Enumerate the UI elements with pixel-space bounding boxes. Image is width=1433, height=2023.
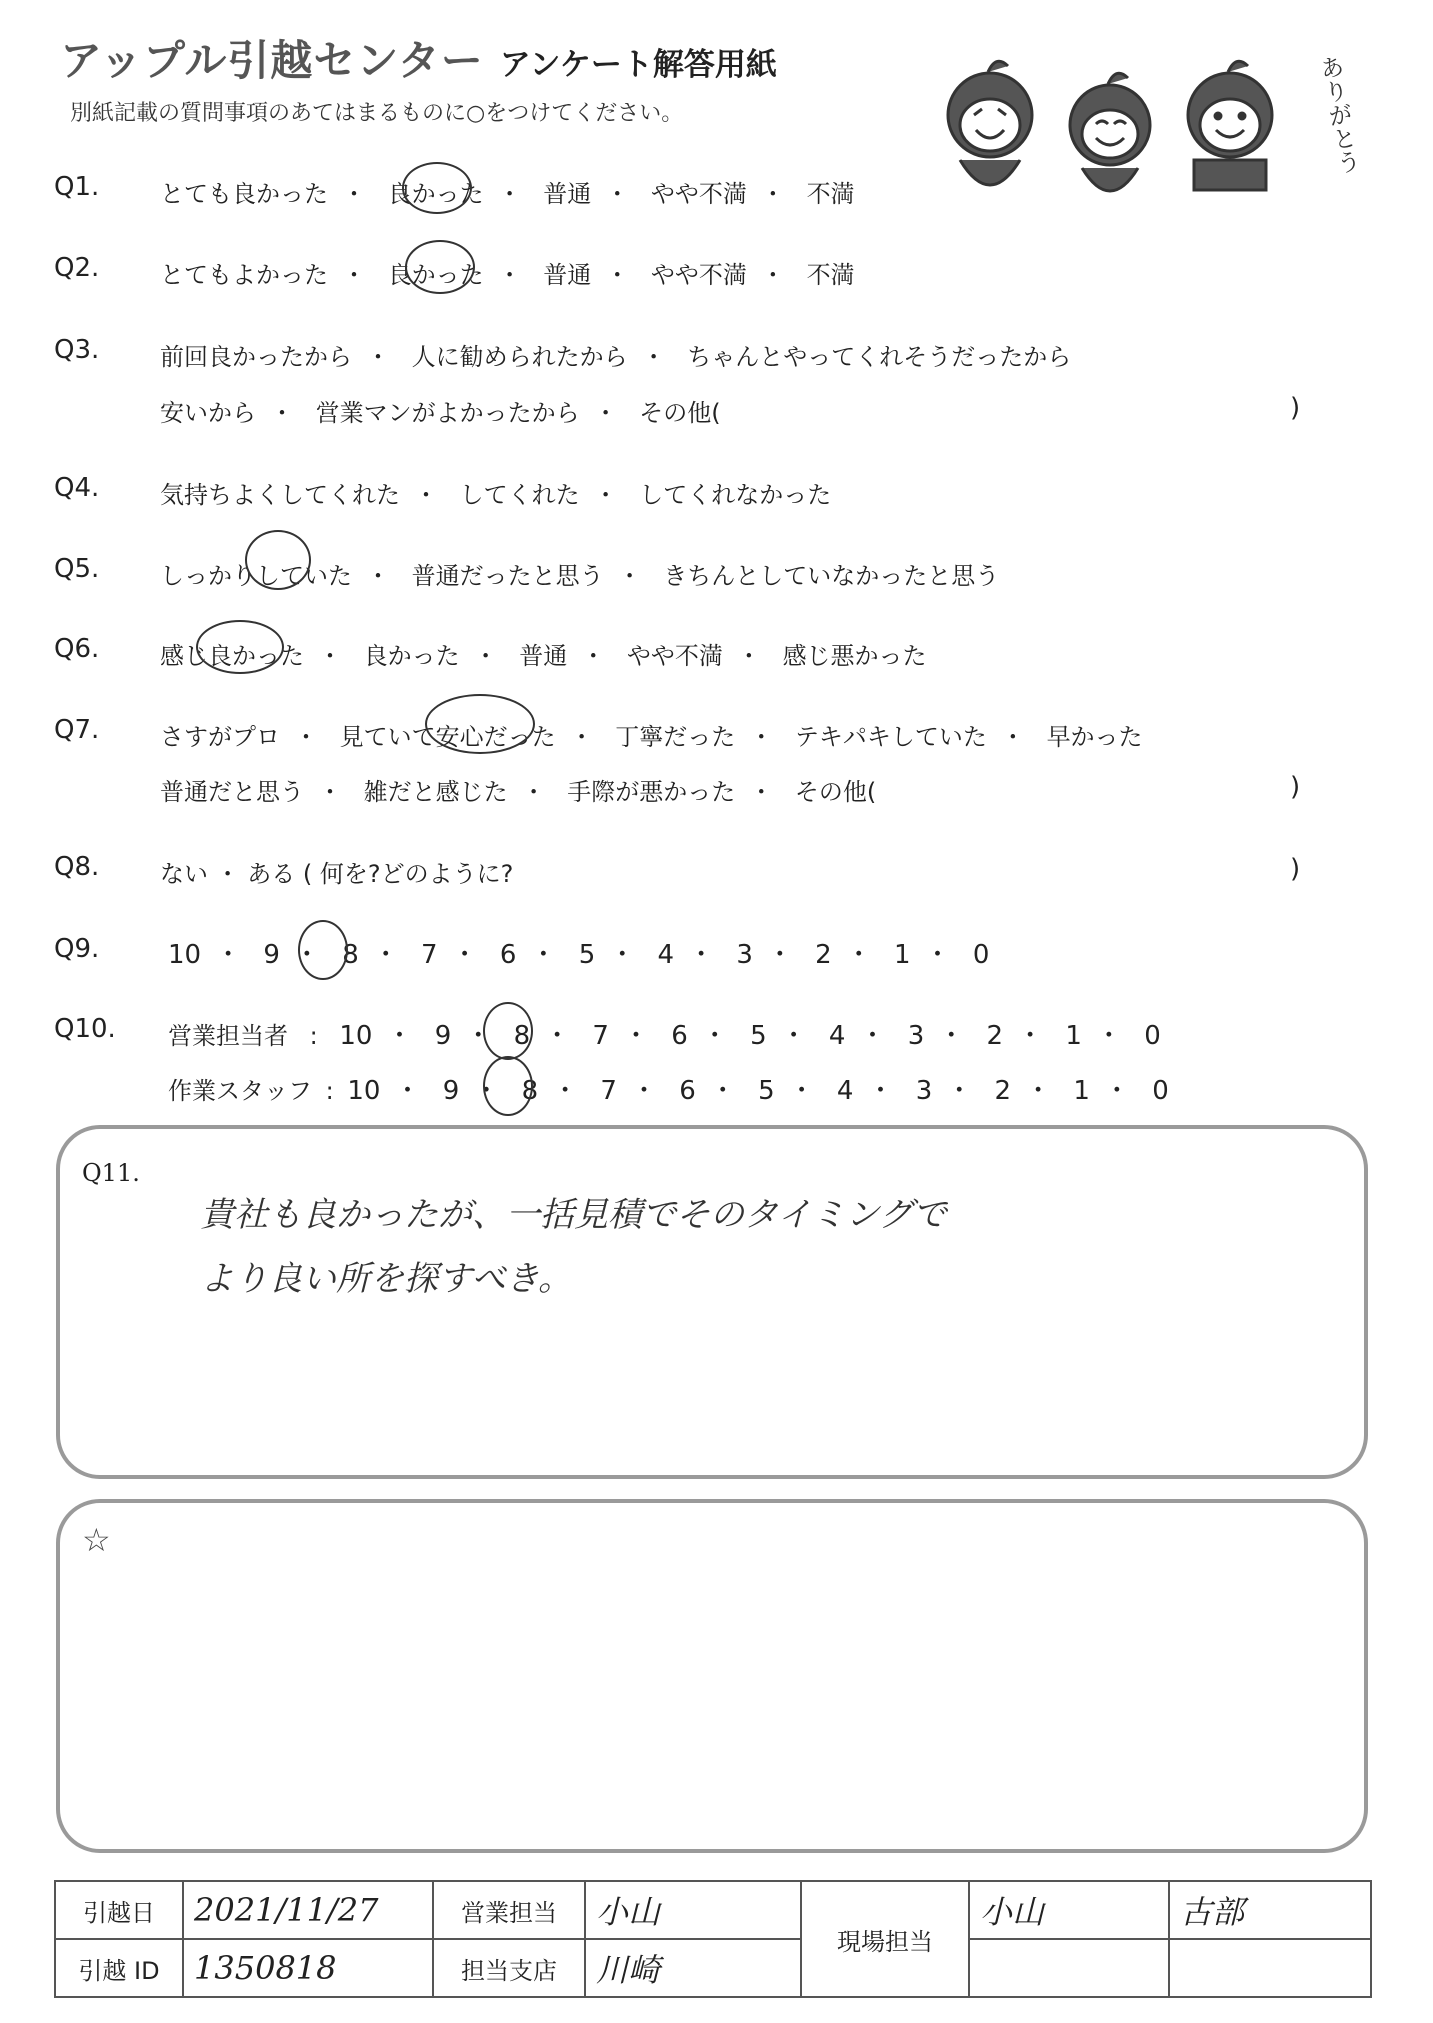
q9-scale: 10 ・ 9 ・ 8 ・ 7 ・ 6 ・ 5 ・ 4 ・ 3 ・ 2 ・ 1 ・ 0 [168, 940, 990, 970]
q4-options: 気持ちよくしてくれた ・ してくれた ・ してくれなかった [160, 481, 832, 509]
q9-score[interactable]: 9 [263, 940, 280, 970]
q10-sales-score[interactable]: 10 [339, 1021, 373, 1051]
site-staff-extra-1[interactable] [969, 1939, 1169, 1997]
q5-options: しっかりしていた ・ 普通だったと思う ・ きちんとしていなかったと思う [160, 562, 1000, 590]
q9-label: Q9. [54, 934, 100, 964]
q9-score[interactable]: 7 [421, 940, 438, 970]
company-title [60, 28, 777, 88]
sales-staff-value[interactable]: 小山 [585, 1881, 801, 1939]
q7-option[interactable]: 普通だと思う [160, 778, 304, 806]
q1-option[interactable]: とても良かった [160, 180, 328, 208]
company-name: アップル引越センター [60, 36, 484, 85]
q5-option[interactable]: きちんとしていなかったと思う [663, 562, 1000, 590]
q8-label: Q8. [54, 852, 100, 882]
q7-option[interactable]: 丁寧だった [615, 723, 736, 751]
q3-option[interactable]: 前回良かったから [160, 343, 352, 371]
branch-value[interactable]: 川崎 [585, 1939, 801, 1997]
q10-sales-score[interactable]: 2 [986, 1021, 1004, 1051]
q7-option[interactable]: 雑だと感じた [363, 778, 508, 806]
q7-option[interactable]: 手際が悪かった [567, 778, 736, 806]
q10-staff-score[interactable]: 10 [347, 1076, 381, 1106]
q1-option[interactable]: 普通 [543, 180, 592, 208]
q7-option[interactable]: さすがプロ [160, 723, 280, 751]
q1-selection-circle [402, 162, 472, 214]
q9-score[interactable]: 2 [815, 940, 832, 970]
q9-score[interactable]: 3 [736, 940, 753, 970]
q7-option[interactable]: 見ていて安心だった [339, 723, 556, 751]
site-staff-value-2[interactable]: 古部 [1169, 1881, 1371, 1939]
q7-options-line1: さすがプロ ・ 見ていて安心だった ・ 丁寧だった ・ テキパキしていた ・ 早かった [160, 723, 1143, 751]
q4-option[interactable]: してくれた [459, 481, 580, 509]
q6-option[interactable]: 感じ良かった [160, 642, 304, 670]
q7-option[interactable]: テキパキしていた [794, 723, 987, 751]
q7-other[interactable]: その他( [794, 778, 877, 806]
q10-staff-score[interactable]: 3 [915, 1076, 933, 1106]
monkey-icon [948, 61, 1032, 185]
q6-option[interactable]: やや不満 [626, 642, 723, 670]
q5-label: Q5. [54, 554, 100, 584]
q4-option[interactable]: してくれなかった [639, 481, 832, 509]
q6-option[interactable]: 普通 [519, 642, 568, 670]
q5-option[interactable]: 普通だったと思う [411, 562, 604, 590]
q11-handwritten-line2: より良い所を探すべき。 [200, 1259, 572, 1299]
monkey-icon [1188, 61, 1272, 190]
q6-options: 感じ良かった ・ 良かった ・ 普通 ・ やや不満 ・ 感じ悪かった [160, 642, 927, 670]
q6-label: Q6. [54, 634, 100, 664]
q9-score[interactable]: 8 [342, 940, 359, 970]
q10-staff-score[interactable]: 6 [679, 1076, 696, 1106]
branch-label: 担当支店 [433, 1939, 585, 1997]
q10-staff-score[interactable]: 5 [758, 1076, 775, 1106]
q10-staff-score[interactable]: 9 [442, 1076, 460, 1106]
q2-option[interactable]: 良かった [387, 261, 484, 289]
monkey-mascots-illustration [880, 40, 1363, 220]
q3-option[interactable]: 人に勧められたから [411, 343, 628, 371]
q10-sales-score[interactable]: 5 [750, 1021, 767, 1051]
q10-sales-score[interactable]: 4 [828, 1021, 846, 1051]
q2-option[interactable]: とてもよかった [160, 261, 328, 289]
q7-options-line2: 普通だと思う ・ 雑だと感じた ・ 手際が悪かった ・ その他( [160, 778, 877, 806]
q10-sales-score[interactable]: 0 [1144, 1021, 1161, 1051]
q9-selection-circle [298, 920, 348, 980]
q7-close-paren: ) [1290, 772, 1301, 802]
form-title: アンケート解答用紙 [499, 47, 777, 83]
q9-score[interactable]: 5 [578, 940, 596, 970]
q5-option[interactable]: しっかりしていた [160, 562, 352, 590]
instruction-text: 別紙記載の質問事項のあてはまるものに○をつけてください。 [70, 101, 684, 126]
q1-option[interactable]: やや不満 [650, 180, 747, 208]
q3-option[interactable]: 営業マンがよかったから [315, 399, 580, 427]
q1-options: とても良かった ・ 良かった ・ 普通 ・ やや不満 ・ 不満 [160, 180, 855, 208]
q9-score[interactable]: 0 [972, 940, 990, 970]
q10-sales-row: 営業担当者 : 10 ・ 9 ・ 8 ・ 7 ・ 6 ・ 5 ・ 4 ・ 3 ・ 2 ・ 1 ・ 0 [168, 1021, 1161, 1051]
q6-selection-circle [196, 620, 284, 674]
q3-options-line2: 安いから ・ 営業マンがよかったから ・ その他( [160, 399, 721, 427]
q11-comment-box[interactable] [56, 1125, 1368, 1479]
q8-close-paren: ) [1290, 854, 1301, 884]
move-info-table [54, 1880, 1372, 1998]
q10-staff-score[interactable]: 8 [521, 1076, 539, 1106]
q10-sales-selection-circle [483, 1002, 533, 1060]
monkey-icon [1070, 73, 1150, 191]
q2-selection-circle [405, 240, 475, 294]
q10-row-name: 作業スタッフ [168, 1077, 312, 1105]
thanks-text: ありがとう [1313, 53, 1363, 177]
q10-sales-score[interactable]: 3 [907, 1021, 925, 1051]
site-staff-extra-2[interactable] [1169, 1939, 1371, 1997]
q10-sales-score[interactable]: 9 [434, 1021, 452, 1051]
q9-score[interactable]: 1 [894, 940, 911, 970]
q1-option[interactable]: 不満 [806, 180, 855, 208]
q11-handwritten-line1: 貴社も良かったが、一括見積でそのタイミングで [200, 1195, 947, 1235]
star-icon: ☆ [82, 1521, 111, 1559]
q10-staff-score[interactable]: 4 [836, 1076, 854, 1106]
star-comment-box[interactable] [56, 1499, 1368, 1853]
q6-option[interactable]: 感じ悪かった [782, 642, 927, 670]
q7-selection-circle [425, 694, 535, 754]
q2-option[interactable]: 不満 [806, 261, 855, 289]
q10-staff-row: 作業スタッフ : 10 ・ 9 ・ 8 ・ 7 ・ 6 ・ 5 ・ 4 ・ 3 ・ 2 ・ 1 ・ 0 [168, 1076, 1169, 1106]
sales-staff-label: 営業担当 [433, 1881, 585, 1939]
q1-option[interactable]: 良かった [387, 180, 484, 208]
q7-option[interactable]: 早かった [1046, 723, 1143, 751]
q10-sales-score[interactable]: 1 [1065, 1021, 1082, 1051]
q11-label: Q11. [82, 1159, 140, 1187]
move-date-label: 引越日 [55, 1881, 183, 1939]
q10-staff-score[interactable]: 0 [1152, 1076, 1169, 1106]
q3-label: Q3. [54, 335, 100, 365]
site-staff-value-1[interactable]: 小山 [969, 1881, 1169, 1939]
q3-close-paren: ) [1290, 393, 1301, 423]
site-staff-label: 現場担当 [801, 1881, 969, 1997]
q3-option[interactable]: 安いから [160, 399, 256, 427]
q6-option[interactable]: 良かった [363, 642, 460, 670]
q9-score[interactable]: 10 [168, 940, 202, 970]
q3-other[interactable]: その他( [639, 399, 721, 427]
q10-row-name: 営業担当者 [168, 1022, 288, 1050]
q10-staff-score[interactable]: 7 [600, 1076, 617, 1106]
q2-options: とてもよかった ・ 良かった ・ 普通 ・ やや不満 ・ 不満 [160, 261, 855, 289]
q5-selection-circle [245, 530, 311, 590]
move-id-value[interactable]: 1350818 [183, 1939, 433, 1997]
q10-staff-score[interactable]: 2 [994, 1076, 1012, 1106]
q10-sales-score[interactable]: 6 [671, 1021, 688, 1051]
q4-label: Q4. [54, 473, 100, 503]
q9-score[interactable]: 6 [499, 940, 517, 970]
q2-option[interactable]: 普通 [543, 261, 592, 289]
move-date-value[interactable]: 2021/11/27 [183, 1881, 433, 1939]
q4-option[interactable]: 気持ちよくしてくれた [160, 481, 400, 509]
q7-label: Q7. [54, 715, 100, 745]
q10-staff-selection-circle [483, 1056, 533, 1116]
q1-label: Q1. [54, 172, 100, 202]
q10-sales-score[interactable]: 8 [513, 1021, 531, 1051]
q2-option[interactable]: やや不満 [650, 261, 747, 289]
q3-option[interactable]: ちゃんとやってくれそうだったから [687, 343, 1072, 371]
q10-sales-score[interactable]: 7 [592, 1021, 609, 1051]
move-id-label: 引越 ID [55, 1939, 183, 1997]
q8-options[interactable]: ない ・ ある ( 何を?どのように? [160, 860, 514, 888]
q9-score[interactable]: 4 [657, 940, 675, 970]
q10-label: Q10. [54, 1014, 116, 1044]
q2-label: Q2. [54, 253, 100, 283]
q3-options-line1: 前回良かったから ・ 人に勧められたから ・ ちゃんとやってくれそうだったから [160, 343, 1072, 371]
q10-staff-score[interactable]: 1 [1073, 1076, 1090, 1106]
